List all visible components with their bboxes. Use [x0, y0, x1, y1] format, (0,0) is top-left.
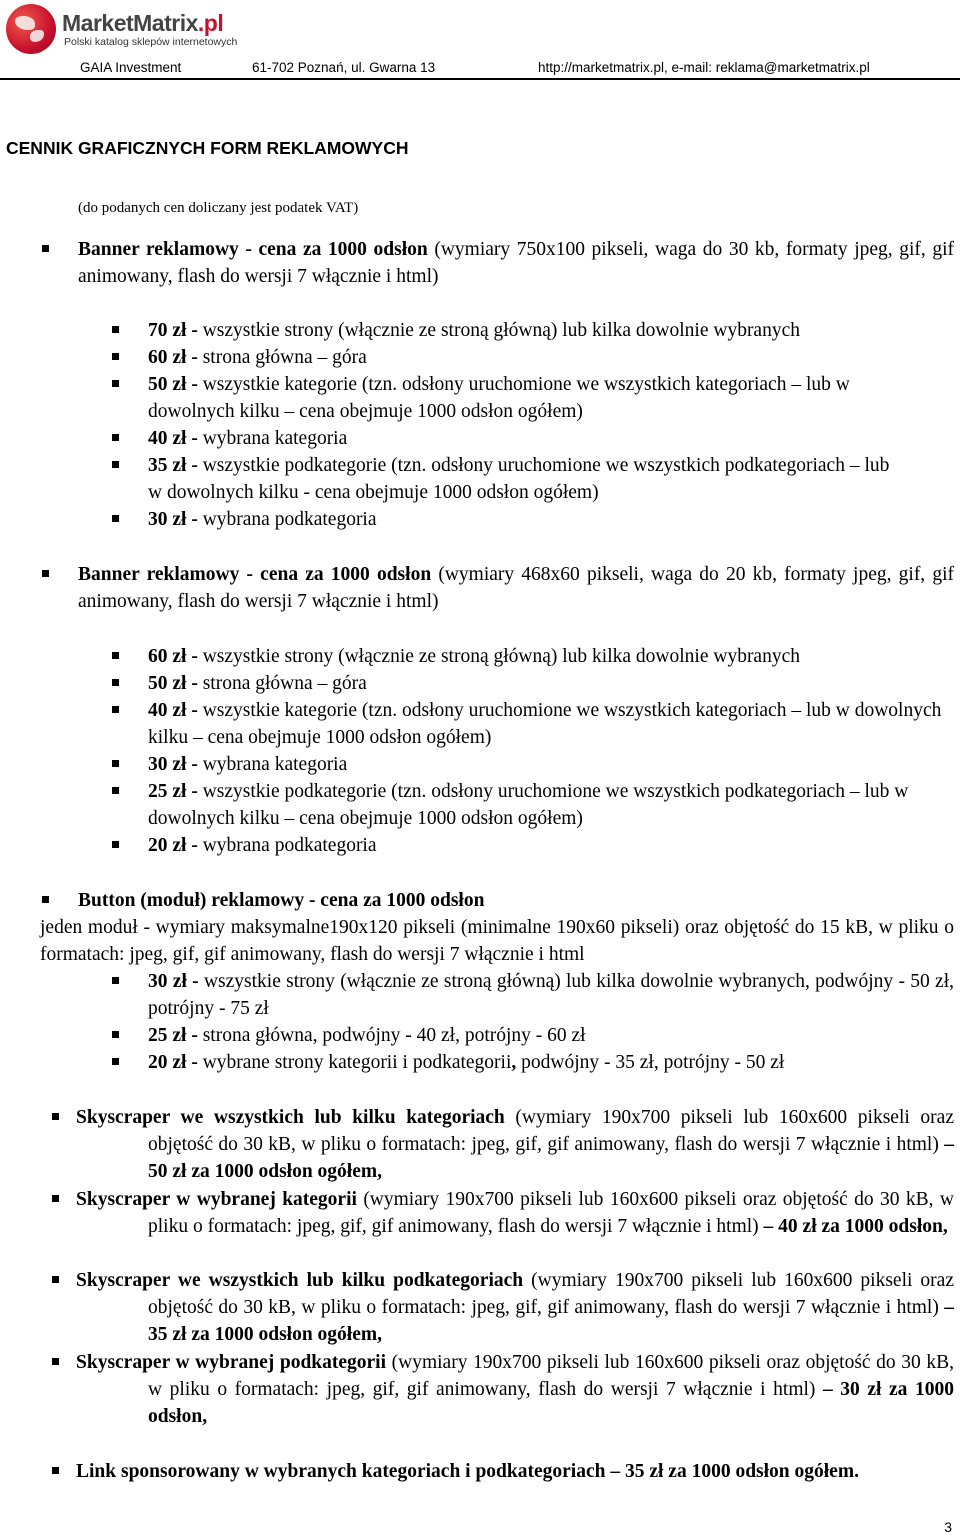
bullet-icon	[112, 461, 119, 468]
banner-468-item: 60 zł - wszystkie strony (włącznie ze stroną główną) lub kilka dowolnie wybranych	[148, 646, 800, 667]
vat-note: (do podanych cen doliczany jest podatek VAT)	[78, 200, 359, 216]
bullet-icon	[112, 434, 119, 441]
bullet-icon	[52, 1113, 59, 1120]
bullet-icon	[42, 570, 49, 577]
button-item: 30 zł - wszystkie strony (włącznie ze stroną główną) lub kilka dowolnie wybranych, podwójny - 50 zł, potrójny - 75 zł	[148, 971, 954, 1019]
bullet-icon	[112, 326, 119, 333]
banner-750-item: 30 zł - wybrana podkategoria	[148, 509, 377, 530]
bullet-icon	[112, 1058, 119, 1065]
bullet-icon	[112, 679, 119, 686]
bullet-icon	[112, 1031, 119, 1038]
banner-750-item: 50 zł - wszystkie kategorie (tzn. odsłony uruchomione we wszystkich kategoriach – lub w dowolnych kilku – cena obejmuje 1000 odsłon ogółem)	[148, 374, 850, 422]
bullet-icon	[112, 706, 119, 713]
skyscraper-item: Skyscraper w wybranej kategorii (wymiary 190x700 pikseli lub 160x600 pikseli oraz objętość do 30 kB, w pliku o formatach: jpeg, gif, gif animowany, flash do wersji 7 włącznie i html) – 40 zł za 1000 odsłon,	[76, 1189, 954, 1237]
skyscraper-item: Skyscraper we wszystkich lub kilku podkategoriach (wymiary 190x700 pikseli lub 160x600 pikseli oraz objętość do 30 kB, w pliku o formatach: jpeg, gif, gif animowany, flash do wersji 7 włącznie i html) – 35 zł za 1000 odsłon ogółem,	[76, 1270, 954, 1345]
bullet-icon	[112, 652, 119, 659]
button-item: 20 zł - wybrane strony kategorii i podkategorii, podwójny - 35 zł, potrójny - 50 zł	[148, 1052, 785, 1073]
bullet-icon	[112, 515, 119, 522]
bullet-icon	[42, 896, 49, 903]
banner-468-item: 30 zł - wybrana kategoria	[148, 754, 348, 775]
bullet-icon	[112, 841, 119, 848]
banner-468-item: 50 zł - strona główna – góra	[148, 673, 367, 694]
banner-750-item: 70 zł - wszystkie strony (włącznie ze stroną główną) lub kilka dowolnie wybranych	[148, 320, 800, 341]
button-description: jeden moduł - wymiary maksymalne190x120 pikseli (minimalne 190x60 pikseli) oraz objętość do 15 kB, w pliku o formatach: jpeg, gif, gif animowany, flash do wersji 7 włącznie i html	[40, 917, 954, 965]
bullet-icon	[52, 1467, 59, 1474]
banner-750-item: 35 zł - wszystkie podkategorie (tzn. odsłony uruchomione we wszystkich podkategoriach – lub w dowolnych kilku - cena obejmuje 1000 odsłon ogółem)	[148, 455, 890, 503]
company-name: GAIA Investment	[80, 60, 182, 75]
skyscraper-item: Skyscraper we wszystkich lub kilku kategoriach (wymiary 190x700 pikseli lub 160x600 pikseli oraz objętość do 30 kB, w pliku o formatach: jpeg, gif, gif animowany, flash do wersji 7 włącznie i html) – 50 zł za 1000 odsłon ogółem,	[76, 1107, 954, 1182]
bullet-icon	[52, 1276, 59, 1283]
page-title: CENNIK GRAFICZNYCH FORM REKLAMOWYCH	[6, 138, 409, 158]
banner-750-item: 40 zł - wybrana kategoria	[148, 428, 348, 449]
bullet-icon	[52, 1195, 59, 1202]
page-header	[0, 0, 960, 80]
bullet-icon	[112, 787, 119, 794]
bullet-icon	[52, 1358, 59, 1365]
sponsored-link-item: Link sponsorowany w wybranych kategoriach i podkategoriach – 35 zł za 1000 odsłon ogółem.	[76, 1461, 859, 1482]
bullet-icon	[112, 380, 119, 387]
contact-bar	[0, 60, 960, 78]
company-contact[interactable]: http://marketmatrix.pl, e-mail: reklama@marketmatrix.pl	[538, 60, 870, 75]
header-divider	[0, 78, 960, 80]
banner-468-item: 40 zł - wszystkie kategorie (tzn. odsłony uruchomione we wszystkich kategoriach – lub w dowolnych kilku – cena obejmuje 1000 odsłon ogółem)	[148, 700, 942, 748]
skyscraper-item: Skyscraper w wybranej podkategorii (wymiary 190x700 pikseli lub 160x600 pikseli oraz objętość do 30 kB, w pliku o formatach: jpeg, gif, gif animowany, flash do wersji 7 włącznie i html) – 30 zł za 1000 odsłon,	[76, 1352, 955, 1427]
banner-468-heading: Banner reklamowy - cena za 1000 odsłon (wymiary 468x60 pikseli, waga do 20 kb, formaty jpeg, gif, gif animowany, flash do wersji 7 włącznie i html)	[78, 564, 955, 612]
company-address: 61-702 Poznań, ul. Gwarna 13	[252, 60, 436, 75]
bullet-icon	[112, 760, 119, 767]
logo-tagline: Polski katalog sklepów internetowych	[64, 36, 238, 48]
banner-750-item: 60 zł - strona główna – góra	[148, 347, 367, 368]
globe-icon	[6, 4, 56, 54]
bullet-icon	[112, 977, 119, 984]
bullet-icon	[112, 353, 119, 360]
bullet-icon	[42, 245, 49, 252]
page-number: 3	[944, 1519, 952, 1535]
button-item: 25 zł - strona główna, podwójny - 40 zł, potrójny - 60 zł	[148, 1025, 586, 1046]
button-heading: Button (moduł) reklamowy - cena za 1000 odsłon	[78, 890, 485, 911]
marketmatrix-logo[interactable]	[6, 4, 266, 52]
banner-468-item: 20 zł - wybrana podkategoria	[148, 835, 377, 856]
logo-name: MarketMatrix.pl	[62, 10, 224, 36]
banner-750-heading: Banner reklamowy - cena za 1000 odsłon (wymiary 750x100 pikseli, waga do 30 kb, formaty jpeg, gif, gif animowany, flash do wersji 7 włącznie i html)	[78, 239, 955, 287]
banner-468-item: 25 zł - wszystkie podkategorie (tzn. odsłony uruchomione we wszystkich podkategoriach – lub w dowolnych kilku – cena obejmuje 1000 odsłon ogółem)	[148, 781, 909, 829]
